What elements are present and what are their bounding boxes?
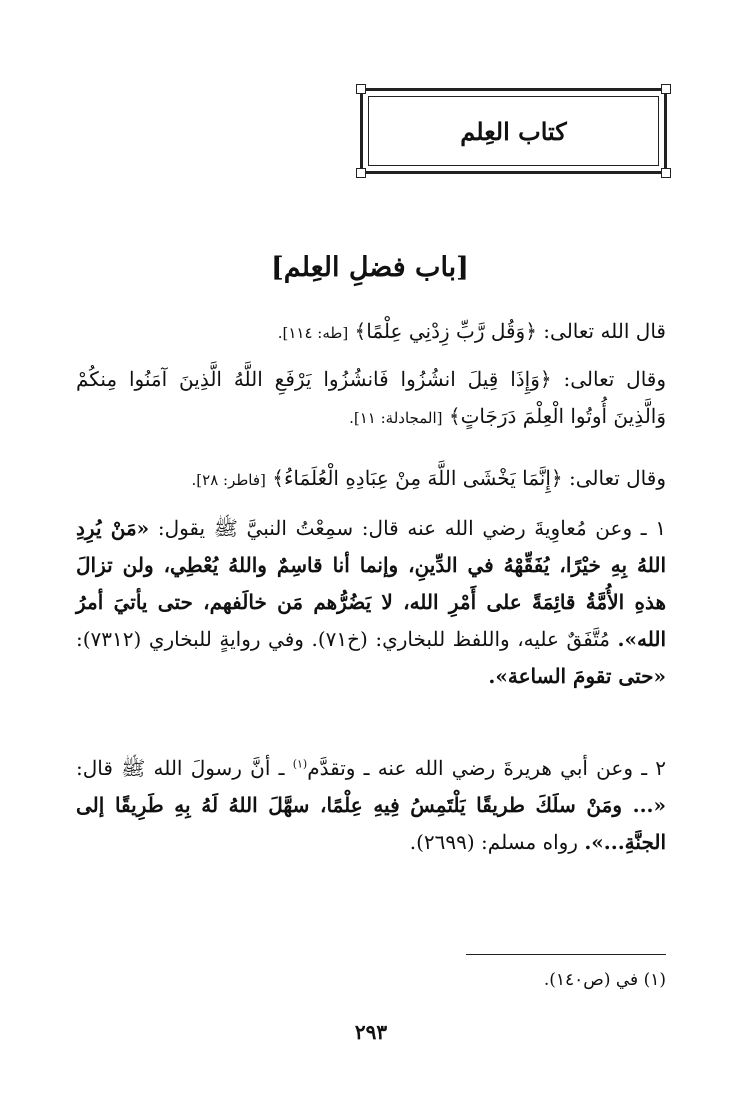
hadith-intro: ٢ ـ وعن أبي هريرةَ رضي الله عنه ـ وتقدَّم bbox=[307, 756, 667, 780]
quran-verse: ﴿وَقُل رَّبِّ زِدْنِي عِلْمًا﴾ bbox=[354, 319, 537, 343]
hadith-text: «... ومَنْ سلَكَ طريقًا يَلْتَمِسُ فِيهِ عِلْمًا، سهَّلَ اللهُ لَهُ بِهِ طَرِيقًا إلى الجنَّةِ...». bbox=[76, 793, 666, 854]
hadith-reference: (٢٦٩٩). bbox=[409, 830, 475, 854]
verse-intro: قال الله تعالى: bbox=[543, 319, 666, 343]
hadith-text: «مَنْ يُرِدِ اللهُ بِهِ خيْرًا، يُفَقِّهْهُ في الدِّينِ، وإنما أنا قاسِمٌ واللهُ يُعْطِي، ولن تزالَ هذهِ الأُمَّةُ قائِمَةً على أَمْرِ الله، لا يَضُرُّهم مَن خالَفهم، حتى يأتيَ أمرُ الله». bbox=[76, 516, 667, 651]
verse-reference: [فاطر: ٢٨]. bbox=[191, 471, 266, 489]
hadith-intro: ١ ـ وعن مُعاوِيةَ رضي الله عنه قال: سمِعْتُ النبيَّ ﷺ يقول: bbox=[157, 516, 666, 540]
section-title: [باب فضلِ العِلم] bbox=[271, 252, 469, 283]
hadith-intro-continued: ـ أنَّ رسولَ الله ﷺ قال: bbox=[76, 756, 285, 780]
hadith-variant-text: «حتى تقومَ الساعة». bbox=[488, 664, 666, 688]
page-number: ٢٩٣ bbox=[354, 1020, 388, 1044]
hadith-reference: (خ٧١). bbox=[311, 627, 368, 651]
frame-corner-ornament bbox=[661, 168, 671, 178]
hadith-2 bbox=[76, 750, 666, 861]
footnote: (١) في (ص١٤٠). bbox=[543, 970, 666, 990]
verse-reference: [المجادلة: ١١]. bbox=[349, 409, 443, 427]
hadith-1 bbox=[76, 510, 666, 695]
verse-1 bbox=[76, 313, 666, 350]
verse-intro: وقال تعالى: bbox=[568, 466, 666, 490]
verse-intro: وقال تعالى: bbox=[563, 367, 667, 391]
chapter-title: كتاب العِلم bbox=[368, 96, 659, 166]
footnote-divider bbox=[466, 954, 666, 955]
footnote-marker: (١) bbox=[292, 757, 308, 771]
hadith-source: مُتَّفَقٌ عليه، واللفظ للبخاري: bbox=[375, 627, 611, 651]
verse-reference: [طه: ١١٤]. bbox=[277, 324, 349, 342]
verse-2 bbox=[76, 361, 666, 435]
hadith-source: رواه مسلم: bbox=[481, 830, 578, 854]
chapter-title-frame bbox=[360, 88, 667, 174]
hadith-variant-intro: وفي روايةٍ للبخاري (٧٣١٢): bbox=[76, 627, 304, 651]
frame-corner-ornament bbox=[356, 168, 366, 178]
verse-3 bbox=[76, 460, 666, 497]
frame-corner-ornament bbox=[356, 84, 366, 94]
quran-verse: ﴿وَإِذَا قِيلَ انشُزُوا فَانشُزُوا يَرْفَعِ اللَّهُ الَّذِينَ آمَنُوا مِنكُمْ وَالَّذِينَ أُوتُوا الْعِلْمَ دَرَجَاتٍ﴾ bbox=[76, 367, 666, 428]
quran-verse: ﴿إِنَّمَا يَخْشَى اللَّهَ مِنْ عِبَادِهِ الْعُلَمَاءُ﴾ bbox=[272, 466, 563, 490]
frame-corner-ornament bbox=[661, 84, 671, 94]
